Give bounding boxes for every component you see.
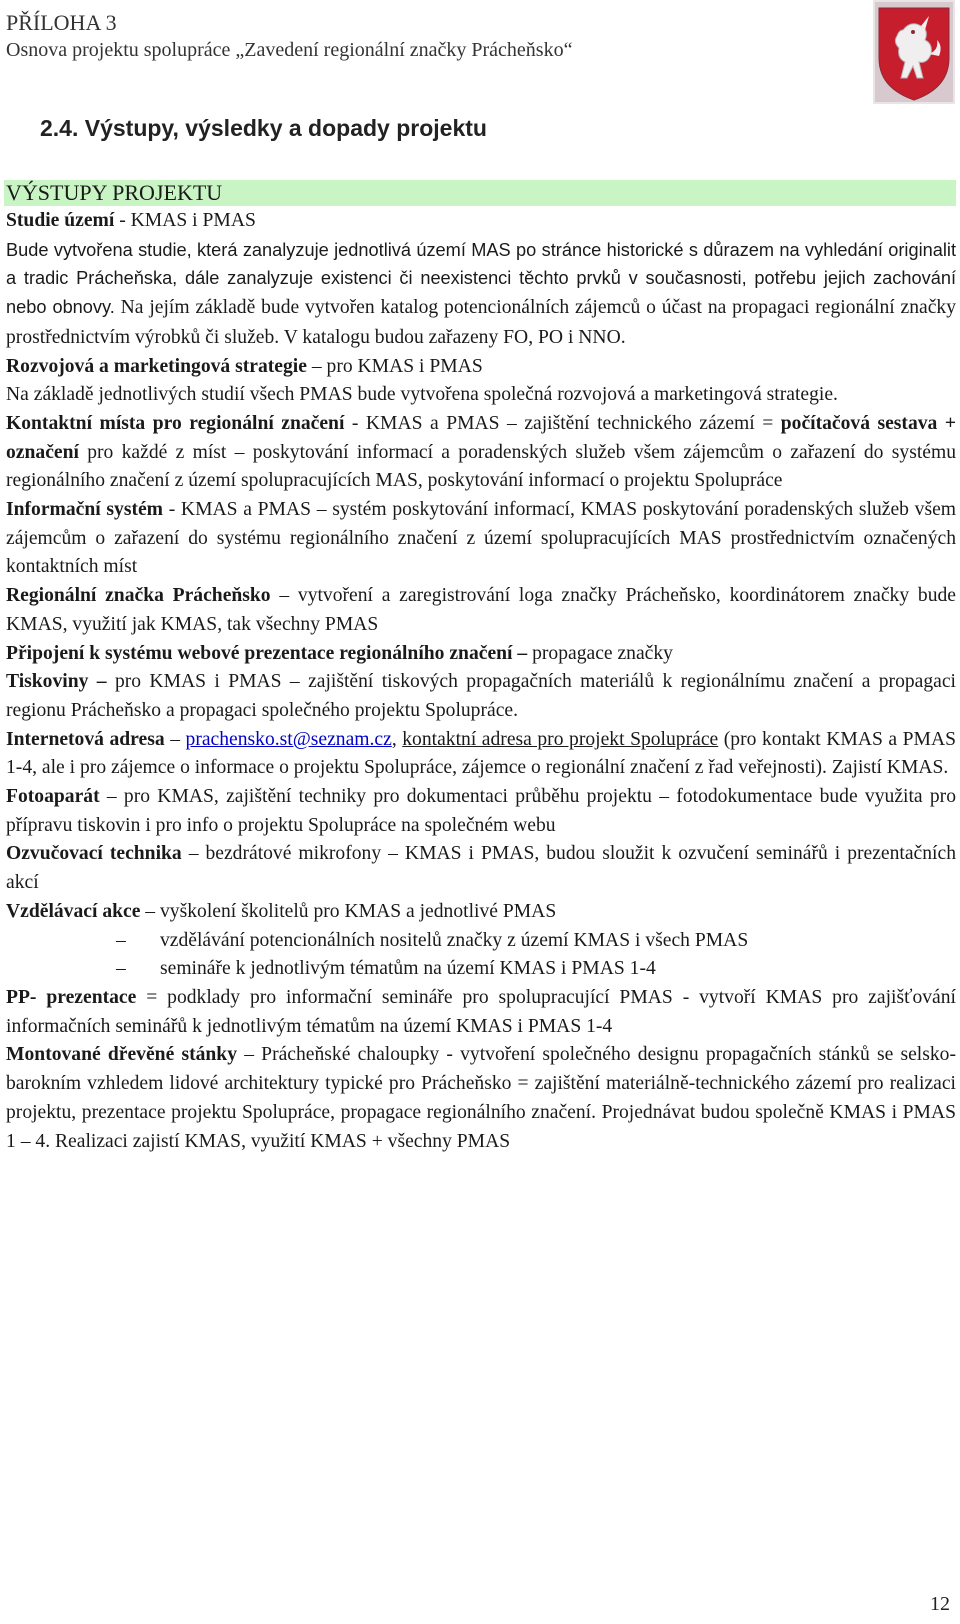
annex-label: PŘÍLOHA 3 [6,10,117,35]
paragraph-study: Studie území - KMAS i PMAS [6,210,256,231]
paragraph-strategy: Rozvojová a marketingová strategie – pro KMAS i PMAS [6,355,483,377]
document-body [6,207,956,1156]
paragraph-strategy-description: Na základě jednotlivých studií všech PMAS bude vytvořena společná rozvojová a marketingová strategie. [6,384,838,406]
paragraph-pp-presentation: PP- prezentace = podklady pro informační semináře pro spolupracující PMAS - vytvoří KMAS pro zajišťování informačních seminářů k jednotlivým tématům na území KMAS i PMAS 1-4 [6,986,956,1037]
list-item: – semináře k jednotlivým tématům na území KMAS i PMAS 1-4 [116,958,656,980]
outputs-band-title: VÝSTUPY PROJEKTU [6,180,223,205]
paragraph-education: Vzdělávací akce – vyškolení školitelů pro KMAS a jednotlivé PMAS [6,900,557,922]
paragraph-contact-points: Kontaktní místa pro regionální značení - KMAS a PMAS – zajištění technického zázemí = počítačová sestava + označení pro každé z míst – poskytování informací a poradenských služeb všem zájemcům o zařazení do systému regionálního značení z území spolupracujících MAS, poskytování informací o projektu Spolupráce [6,412,956,492]
list-item: – vzdělávání potencionálních nositelů značky z území KMAS i všech PMAS [116,929,749,951]
paragraph-camera: Fotoaparát – pro KMAS, zajištění techniky pro dokumentaci průběhu projektu – fotodokumentace bude využita pro přípravu tiskovin i pro info o projektu Spolupráce na společném webu [6,786,956,836]
paragraph-wooden-stalls: Montované dřevěné stánky – Prácheňské chaloupky - vytvoření společného designu propagačních stánků se selsko-barokním vzhledem lidové architektury typické pro Prácheňsko = zajištění materiálně-technického zázemí pro realizaci projektu, prezentace projektu Spolupráce, propagace regionálního značení. Projednávat budou společně KMAS i PMAS 1 – 4. Realizaci zajistí KMAS, využití KMAS + všechny PMAS [6,1044,956,1152]
paragraph-internet-address: Internetová adresa – prachensko.st@seznam.cz, kontaktní adresa pro projekt Spolupráce (pro kontakt KMAS a PMAS 1-4, ale i pro zájemce o informace o projektu Spolupráce, zájemce o regionální značení z řad veřejnosti). Zajistí KMAS. [6,728,957,779]
heraldic-lion-icon [873,0,955,104]
contact-address-note: kontaktní adresa pro projekt Spolupráce [402,728,719,750]
paragraph-information-system: Informační systém - KMAS a PMAS – systém poskytování informací, KMAS poskytování poradenských služeb všem zájemcům o zařazení do systému regionálního značení z území spolupracujících MAS prostřednictvím označených kontaktních míst [6,499,957,578]
paragraph-regional-brand: Regionální značka Prácheňsko – vytvoření a zaregistrování loga značky Prácheňsko, koordinátorem značky bude KMAS, využití jak KMAS, tak všechny PMAS [6,585,956,635]
paragraph-sound-equipment: Ozvučovací technika – bezdrátové mikrofony – KMAS i PMAS, budou sloužit k ozvučení seminářů i prezentačních akcí [6,843,956,894]
paragraph-printed-materials: Tiskoviny – pro KMAS i PMAS – zajištění tiskových propagačních materiálů k regionálnímu značení a propagaci regionu Prácheňsko a propagaci společného projektu Spolupráce. [6,671,957,721]
paragraph-study-description: Bude vytvořena studie, která zanalyzuje jednotlivá území MAS po stránce historické s důrazem na vyhledání originalit a tradic Prácheňska, dále zanalyzuje existenci či neexistenci těchto prvků v současnosti, potřebu jejich zachování nebo obnovy. Na jejím základě bude vytvořen katalog potencionálních zájemců o účast na propagaci regionální značky prostřednictvím výrobků či služeb. V katalogu budou zařazeny FO, PO i NNO. [6,239,956,348]
document-subtitle: Osnova projektu spolupráce „Zavedení regionální značky Prácheňsko“ [6,39,573,61]
email-link[interactable]: prachensko.st@seznam.cz [185,728,392,750]
section-heading: 2.4. Výstupy, výsledky a dopady projektu [40,115,487,141]
page-number: 12 [930,1593,950,1615]
paragraph-web-presentation: Připojení k systému webové prezentace regionálního značení – propagace značky [6,642,673,664]
